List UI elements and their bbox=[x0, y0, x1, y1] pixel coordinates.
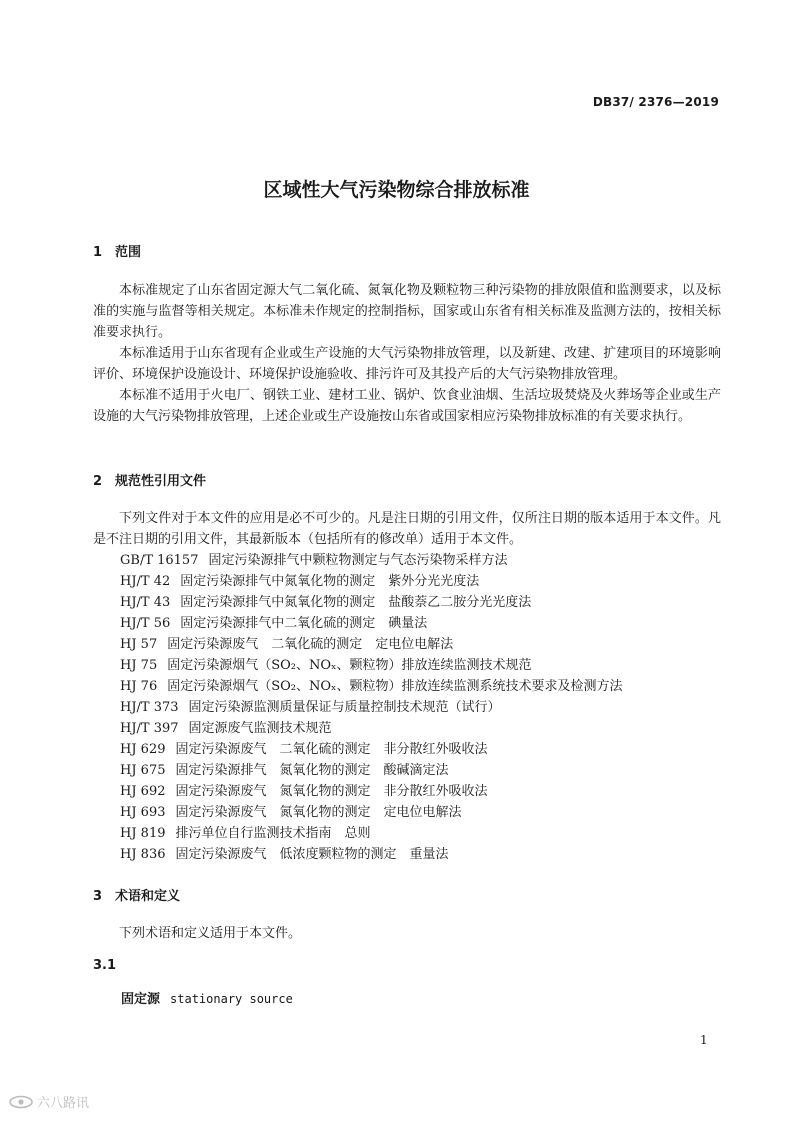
reference-code: HJ/T 43 bbox=[120, 595, 171, 610]
section-3-title: 术语和定义 bbox=[115, 889, 181, 904]
reference-code: HJ 629 bbox=[120, 742, 166, 757]
section-3-intro: 下列术语和定义适用于本文件。 bbox=[119, 926, 302, 941]
reference-item bbox=[120, 550, 623, 571]
eye-logo-icon bbox=[8, 1095, 34, 1109]
section-1-paragraph-3: 本标准不适用于火电厂、钢铁工业、建材工业、锅炉、饮食业油烟、生活垃圾焚烧及火葬场等企业或生产设施的大气污染物排放管理，上述企业或生产设施按山东省或国家相应污染物排放标准的有关要求执行。 bbox=[93, 388, 721, 424]
reference-list bbox=[120, 550, 623, 865]
reference-title: 固定污染源废气 氮氧化物的测定 定电位电解法 bbox=[175, 805, 462, 820]
reference-item bbox=[120, 844, 623, 865]
section-1-number: 1 bbox=[93, 245, 103, 260]
reference-title: 排污单位自行监测技术指南 总则 bbox=[175, 826, 371, 841]
section-1-heading bbox=[93, 241, 141, 260]
term-definition bbox=[121, 988, 293, 1007]
reference-title: 固定源废气监测技术规范 bbox=[188, 721, 332, 736]
reference-item bbox=[120, 634, 623, 655]
reference-item bbox=[120, 802, 623, 823]
section-2-intro: 下列文件对于本文件的应用是必不可少的。凡是注日期的引用文件，仅所注日期的版本适用于本文件。凡是不注日期的引用文件，其最新版本（包括所有的修改单）适用于本文件。 bbox=[93, 511, 721, 547]
document-code: DB37/ 2376—2019 bbox=[592, 95, 719, 109]
reference-item bbox=[120, 781, 623, 802]
term-chinese: 固定源 bbox=[121, 992, 161, 1007]
reference-code: HJ 819 bbox=[120, 826, 166, 841]
section-2-number: 2 bbox=[93, 474, 103, 489]
reference-code: HJ 836 bbox=[120, 847, 166, 862]
reference-item bbox=[120, 676, 623, 697]
document-title: 区域性大气污染物综合排放标准 bbox=[263, 179, 530, 201]
reference-code: HJ/T 42 bbox=[120, 574, 171, 589]
reference-title: 固定污染源排气中氮氧化物的测定 紫外分光光度法 bbox=[180, 574, 480, 589]
reference-title: 固定污染源监测质量保证与质量控制技术规范（试行） bbox=[188, 700, 501, 715]
reference-item bbox=[120, 697, 623, 718]
reference-title: 固定污染源废气 二氧化硫的测定 定电位电解法 bbox=[167, 637, 454, 652]
section-2-title: 规范性引用文件 bbox=[115, 474, 207, 489]
reference-code: HJ 692 bbox=[120, 784, 166, 799]
reference-title: 固定污染源烟气（SO₂、NOₓ、颗粒物）排放连续监测系统技术要求及检测方法 bbox=[167, 679, 623, 694]
reference-title: 固定污染源废气 氮氧化物的测定 非分散红外吸收法 bbox=[175, 784, 488, 799]
section-1-paragraph-2: 本标准适用于山东省现有企业或生产设施的大气污染物排放管理，以及新建、改建、扩建项目的环境影响评价、环境保护设施设计、环境保护设施验收、排污许可及其投产后的大气污染物排放管理。 bbox=[93, 346, 721, 382]
reference-title: 固定污染源烟气（SO₂、NOₓ、颗粒物）排放连续监测技术规范 bbox=[167, 658, 532, 673]
section-1-paragraph-1: 本标准规定了山东省固定源大气二氧化硫、氮氧化物及颗粒物三种污染物的排放限值和监测要求，以及标准的实施与监督等相关规定。本标准未作规定的控制指标，国家或山东省有相关标准及监测方法的，按相关标准要求执行。 bbox=[93, 283, 721, 340]
watermark-text: 六八路讯 bbox=[37, 1096, 90, 1111]
reference-item bbox=[120, 613, 623, 634]
reference-item bbox=[120, 739, 623, 760]
reference-code: HJ 693 bbox=[120, 805, 166, 820]
reference-code: HJ 75 bbox=[120, 658, 158, 673]
section-1-title: 范围 bbox=[115, 245, 142, 260]
reference-title: 固定污染源排气 氮氧化物的测定 酸碱滴定法 bbox=[175, 763, 449, 778]
reference-item bbox=[120, 823, 623, 844]
reference-code: HJ/T 397 bbox=[120, 721, 179, 736]
reference-title: 固定污染源排气中颗粒物测定与气态污染物采样方法 bbox=[208, 553, 508, 568]
reference-item bbox=[120, 655, 623, 676]
section-3-number: 3 bbox=[93, 889, 103, 904]
reference-title: 固定污染源废气 低浓度颗粒物的测定 重量法 bbox=[175, 847, 449, 862]
reference-title: 固定污染源排气中二氧化硫的测定 碘量法 bbox=[180, 616, 428, 631]
reference-item bbox=[120, 760, 623, 781]
section-2-heading bbox=[93, 470, 206, 489]
subsection-number: 3.1 bbox=[93, 958, 117, 973]
reference-code: GB/T 16157 bbox=[120, 553, 199, 568]
reference-code: HJ 675 bbox=[120, 763, 166, 778]
section-3-heading bbox=[93, 885, 180, 904]
reference-title: 固定污染源排气中氮氧化物的测定 盐酸萘乙二胺分光光度法 bbox=[180, 595, 532, 610]
reference-item bbox=[120, 592, 623, 613]
reference-item bbox=[120, 718, 623, 739]
reference-code: HJ 76 bbox=[120, 679, 158, 694]
reference-item bbox=[120, 571, 623, 592]
term-english: stationary source bbox=[170, 992, 293, 1006]
watermark bbox=[8, 1092, 89, 1111]
reference-title: 固定污染源废气 二氧化硫的测定 非分散红外吸收法 bbox=[175, 742, 488, 757]
reference-code: HJ/T 373 bbox=[120, 700, 179, 715]
reference-code: HJ/T 56 bbox=[120, 616, 171, 631]
page-number: 1 bbox=[700, 1033, 708, 1047]
reference-code: HJ 57 bbox=[120, 637, 158, 652]
